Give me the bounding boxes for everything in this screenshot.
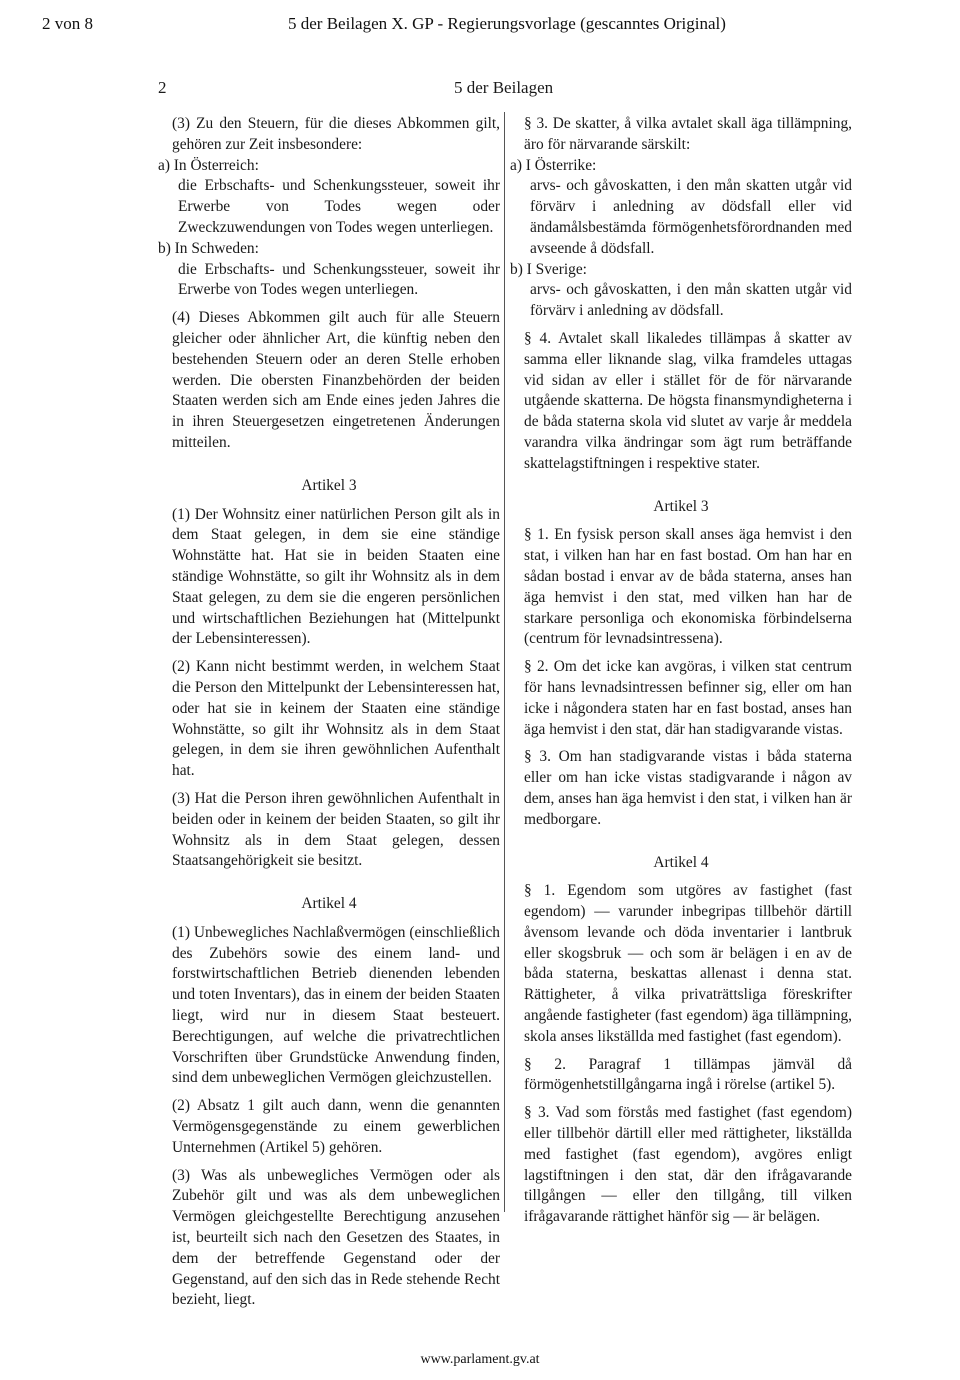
swedish-art2-para3-intro: § 3. De skatter, å vilka avtalet skall äga tillämpning, äro för närvarande särskilt: [524, 115, 852, 153]
german-article3-heading: Artikel 3 [301, 476, 357, 494]
swedish-art2-para3-a-body: arvs- och gåvoskatten, i den mån skatten utgår vid förvärv i anledning av dödsfall eller vid ändamålsbestämda förmögenhetsförordnanden med avseende å dödsfall. [530, 177, 852, 257]
swedish-art3-para3: § 3. Om han stadigvarande vistas i båda staterna eller om han icke vistas stadigvarande i någon av dem, anses han äga hemvist i den stat, i vilken han är medborgare. [524, 748, 852, 828]
document-header [158, 78, 858, 102]
swedish-article3-heading: Artikel 3 [653, 497, 709, 515]
swedish-art2-para4: § 4. Avtalet skall likaledes tillämpas å skatter av samma eller liknande slag, vilka framdeles uttagas vid sidan av eller i stället för de för närvarande utgående skatterna. De högsta finansmyndigheterna i de båda staterna skola vid slutet av varje år meddela varandra vilka ändringar som ägt rum beträffande skattelagstiftningen i respektive stater. [524, 329, 852, 472]
swedish-column [510, 114, 852, 1235]
german-article4-heading: Artikel 4 [301, 895, 357, 913]
german-art3-para2: (2) Kann nicht bestimmt werden, in welchem Staat die Person den Mittelpunkt der Lebensinteressen hat, oder hat sie in keinem der Staaten eine ständige Wohnstätte, so gilt ihr Wohnsitz als in dem Staat gelegen, in dem sie ihren gewöhnlichen Aufenthalt hat. [172, 658, 500, 780]
german-art2-para3-intro: (3) Zu den Steuern, für die dieses Abkommen gilt, gehören zur Zeit insbesondere: [172, 115, 500, 153]
pdf-page-indicator: 2 von 8 [42, 14, 93, 33]
german-art4-para2: (2) Absatz 1 gilt auch dann, wenn die genannten Vermögensgegenstände zu einem gewerblichen Unternehmen (Artikel 5) gehören. [172, 1097, 500, 1156]
german-art2-para4: (4) Dieses Abkommen gilt auch für alle Steuern gleicher oder ähnlicher Art, die künftig neben den bestehenden Steuern oder an deren Stelle erhoben werden. Die obersten Finanzbehörden der beiden Staaten werden sich am Ende eines jeden Jahres die in ihren Steuergesetzen eingetretenen Änderungen mitteilen. [172, 309, 500, 451]
german-art4-para1: (1) Unbewegliches Nachlaßvermögen (einschließlich des Zubehörs sowie des einem land- und forstwirtschaftlichen Betrieb dienenden lebenden und toten Inventars), das in einem der beiden Staaten liegt, wird nur in diesem Staat besteuert. Berechtigungen, auf welche die privatrechtlichen Vorschriften über Grundstücke Anwendung finden, sind dem unbeweglichen Vermögen gleichzustellen. [172, 923, 500, 1087]
swedish-article4-heading: Artikel 4 [653, 853, 709, 871]
swedish-art3-para2: § 2. Om det icke kan avgöras, i vilken stat centrum för hans levnadsintressen befinner sig, eller om han icke i någondera staten har en fast bostad, anses han äga hemvist i den stat, där han stadigvarande vistas. [524, 658, 852, 738]
pdf-document-title: 5 der Beilagen X. GP - Regierungsvorlage (gescanntes Original) [288, 14, 726, 33]
swedish-art4-para1: § 1. Egendom som utgöres av fastighet (fast egendom) — varunder inbegripas tillbehör därtill åvensom levande och döda inventarier i lantbruk eller skogsbruk — och som är belägen i en av de båda staterna, beskattas allenast i denna stat. Rättigheter, å vilka privaträttsliga föreskrifter angående fastigheter (fast egendom) äga tillämpning, skola anses likställda med fastighet (fast egendom). [524, 882, 852, 1045]
german-art2-para3-b-body: die Erbschafts- und Schenkungssteuer, soweit ihr Erwerbe von Todes wegen unterliegen. [178, 260, 500, 299]
swedish-art3-para1: § 1. En fysisk person skall anses äga hemvist i den stat, i vilken han har en fast bostad. Om han har en sådan bostad i envar av de båda staterna, anses han äga hemvist i den stat, med vilken han har de starkare personliga och ekonomiska förbindelserna (centrum för levnadsintressena). [524, 526, 852, 648]
document-label: 5 der Beilagen [454, 78, 554, 97]
german-art2-para3-b-label: b) In Schweden: [158, 239, 259, 257]
swedish-art2-para3-b-body: arvs- och gåvoskatten, i den mån skatten utgår vid förvärv i anledning av dödsfall. [530, 281, 852, 320]
swedish-art2-para3-a-label: a) I Österrike: [510, 156, 597, 174]
german-art4-para3: (3) Was als unbewegliches Vermögen oder als Zubehör gilt und was als dem unbeweglichen Vermögen gleichgestellte Berechtigung anzusehen ist, beurteilt sich nach den Gesetzen des Staates, in dem der betreffende Gegenstand oder der Gegenstand, auf den sich das in Rede stehende Recht bezieht, liegt. [172, 1166, 500, 1309]
pdf-header [0, 14, 960, 38]
german-art2-para3-a-body: die Erbschafts- und Schenkungssteuer, soweit ihr Erwerbe von Todes wegen oder Zweckzuwendungen von Todes wegen unterliegen. [178, 177, 500, 236]
page-number: 2 [158, 78, 167, 97]
swedish-art4-para2: § 2. Paragraf 1 tillämpas jämväl då förmögenhetstillgångarna ingå i rörelse (artikel 5). [524, 1055, 852, 1094]
german-art3-para3: (3) Hat die Person ihren gewöhnlichen Aufenthalt in beiden oder in keinem der beiden Staaten, so gilt ihr Wohnsitz als in dem Staat gelegen, dessen Staatsangehörigkeit sie besitzt. [172, 789, 500, 870]
swedish-art2-para3-b-label: b) I Sverige: [510, 260, 587, 278]
german-column [158, 114, 500, 1318]
swedish-art4-para3: § 3. Vad som förstås med fastighet (fast egendom) eller tillbehör därtill eller med rättigheter, likställda med fastighet (fast egendom), avgöres enligt lagstiftningen i den stat, där den ifrågavarande tillgången — eller den tillgång, till vilken ifrågavarande rättighet hänför sig — är belägen. [524, 1104, 852, 1226]
footer-url: www.parlament.gv.at [420, 1352, 540, 1367]
column-divider [504, 112, 505, 1212]
german-art3-para1: (1) Der Wohnsitz einer natürlichen Person gilt als in dem Staat gelegen, in dem sie eine ständige Wohnstätte hat. Hat sie in beiden Staaten eine ständige Wohnstätte, so gilt ihr Wohnsitz als in dem Staat gelegen, zu dem sie die engeren persönlichen und wirtschaftlichen Beziehungen hat (Mittelpunkt der Lebensinteressen). [172, 505, 500, 648]
german-art2-para3-a-label: a) In Österreich: [158, 156, 259, 174]
